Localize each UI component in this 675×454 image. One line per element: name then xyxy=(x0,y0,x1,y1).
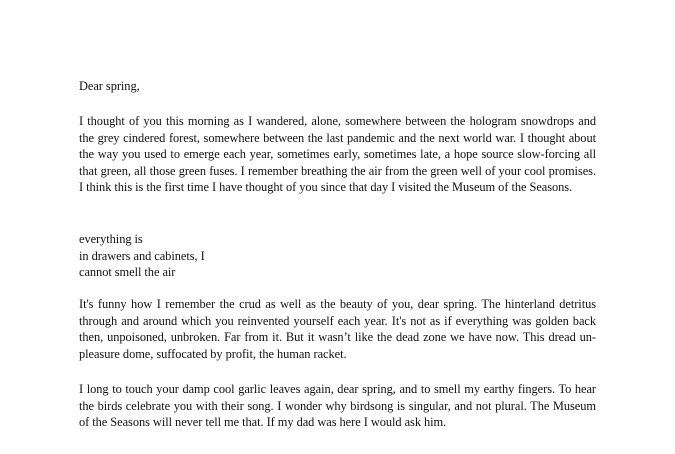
letter-paragraph-1: I thought of you this morning as I wandered, alone, somewhere between the hologram snowdrops and the grey cindered forest, somewhere between the last pandemic and the next world war. I thought about the way you used to emerge each year, sometimes early, sometimes late, a hope source slow-forcing all that green, all those green fuses. I remember breathing the air from the green well of your cool promises. I think this is the first time I have thought of you since that day I visited the Museum of the Seasons. xyxy=(79,114,596,195)
poem-line-2: in drawers and cabinets, I xyxy=(79,248,205,263)
letter-paragraph-3: I long to touch your damp cool garlic leaves again, dear spring, and to smell my earthy fingers. To hear the birds celebrate you with their song. I wonder why birdsong is singular, and not plural. The Museum of the Seasons will never tell me that. If my dad was here I would ask him. xyxy=(79,382,596,430)
letter-paragraph-2: It's funny how I remember the crud as well as the beauty of you, dear spring. The hinterland detritus through and around which you reinvented yourself each year. It's not as if everything was golden back then, unpoisoned, unbroken. Far from it. But it wasn’t like the dead zone we have now. This dread un-pleasure dome, suffocated by profit, the human racket. xyxy=(79,297,596,361)
poem-stanza xyxy=(79,231,596,281)
letter-greeting: Dear spring, xyxy=(79,79,140,93)
poem-line-1: everything is xyxy=(79,232,143,246)
poem-line-3: cannot smell the air xyxy=(79,265,176,280)
